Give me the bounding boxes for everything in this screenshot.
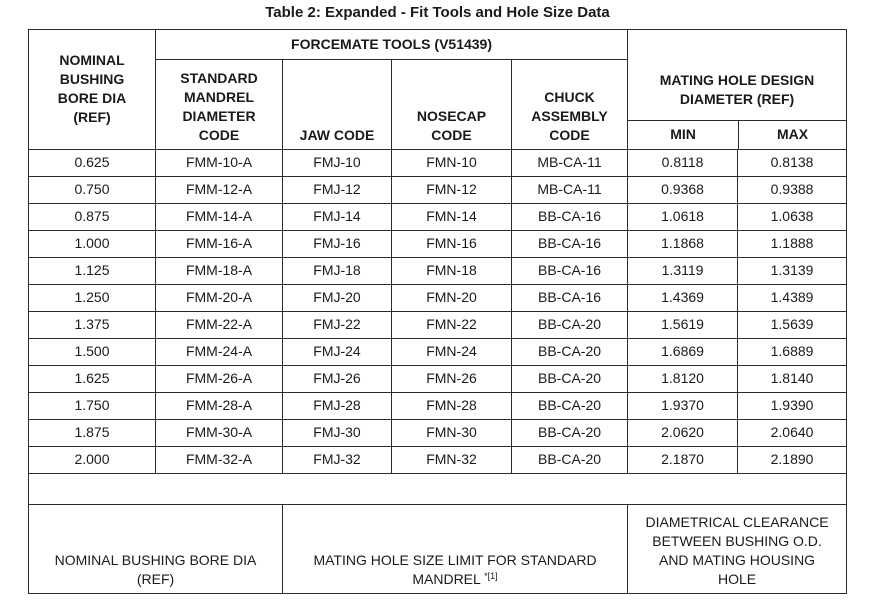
cell-nominal-bore: 1.750 <box>29 392 156 419</box>
cell-hole-min: 1.6869 <box>628 338 738 365</box>
cell-jaw-code: FMJ-18 <box>283 257 392 284</box>
cell-hole-max: 0.9388 <box>738 176 847 203</box>
header-jaw-code: JAW CODE <box>283 60 392 150</box>
cell-hole-min: 0.8118 <box>628 149 738 176</box>
table-row <box>29 203 847 230</box>
table-row <box>29 446 847 473</box>
cell-chuck-code: BB-CA-20 <box>512 446 628 473</box>
cell-chuck-code: BB-CA-20 <box>512 392 628 419</box>
header-forcemate-tools: FORCEMATE TOOLS (V51439) <box>156 30 628 60</box>
cell-nosecap-code: FMN-22 <box>392 311 512 338</box>
cell-jaw-code: FMJ-32 <box>283 446 392 473</box>
cell-mandrel-code: FMM-10-A <box>156 149 283 176</box>
cell-chuck-code: BB-CA-16 <box>512 230 628 257</box>
fit-tools-table <box>28 29 847 594</box>
cell-hole-max: 1.6889 <box>738 338 847 365</box>
cell-nosecap-code: FMN-26 <box>392 365 512 392</box>
cell-jaw-code: FMJ-12 <box>283 176 392 203</box>
cell-hole-max: 2.0640 <box>738 419 847 446</box>
cell-jaw-code: FMJ-28 <box>283 392 392 419</box>
cell-nominal-bore: 0.625 <box>29 149 156 176</box>
cell-nominal-bore: 1.500 <box>29 338 156 365</box>
cell-mandrel-code: FMM-22-A <box>156 311 283 338</box>
cell-nosecap-code: FMN-28 <box>392 392 512 419</box>
cell-jaw-code: FMJ-26 <box>283 365 392 392</box>
cell-jaw-code: FMJ-10 <box>283 149 392 176</box>
cell-hole-max: 2.1890 <box>738 446 847 473</box>
footer-clearance: DIAMETRICAL CLEARANCE BETWEEN BUSHING O.D. AND MATING HOUSING HOLE <box>628 504 847 593</box>
cell-hole-min: 1.4369 <box>628 284 738 311</box>
header-mating-hole: MATING HOLE DESIGN DIAMETER (REF) MIN MAX <box>628 60 847 150</box>
table-row <box>29 230 847 257</box>
cell-nosecap-code: FMN-24 <box>392 338 512 365</box>
cell-nominal-bore: 1.875 <box>29 419 156 446</box>
table-row <box>29 149 847 176</box>
table-row <box>29 419 847 446</box>
table-row <box>29 176 847 203</box>
cell-chuck-code: BB-CA-16 <box>512 257 628 284</box>
cell-nominal-bore: 1.000 <box>29 230 156 257</box>
cell-nominal-bore: 1.250 <box>29 284 156 311</box>
cell-mandrel-code: FMM-32-A <box>156 446 283 473</box>
cell-hole-max: 1.8140 <box>738 365 847 392</box>
cell-nosecap-code: FMN-10 <box>392 149 512 176</box>
cell-mandrel-code: FMM-16-A <box>156 230 283 257</box>
footer-mating-limit: MATING HOLE SIZE LIMIT FOR STANDARD MANDREL $^{*[1]}$ <box>283 504 628 593</box>
cell-mandrel-code: FMM-24-A <box>156 338 283 365</box>
table-row <box>29 392 847 419</box>
table-row <box>29 365 847 392</box>
cell-mandrel-code: FMM-28-A <box>156 392 283 419</box>
cell-hole-max: 1.9390 <box>738 392 847 419</box>
cell-hole-max: 1.3139 <box>738 257 847 284</box>
cell-nominal-bore: 0.750 <box>29 176 156 203</box>
table-title: Table 2: Expanded - Fit Tools and Hole Size Data <box>265 4 610 21</box>
cell-hole-max: 0.8138 <box>738 149 847 176</box>
cell-hole-min: 1.1868 <box>628 230 738 257</box>
cell-hole-min: 1.9370 <box>628 392 738 419</box>
cell-nosecap-code: FMN-20 <box>392 284 512 311</box>
header-nosecap-code: NOSECAP CODE <box>392 60 512 150</box>
header-mating-spacer <box>628 30 847 60</box>
cell-mandrel-code: FMM-26-A <box>156 365 283 392</box>
cell-nosecap-code: FMN-32 <box>392 446 512 473</box>
header-max: MAX <box>776 126 809 142</box>
cell-chuck-code: BB-CA-20 <box>512 311 628 338</box>
header-chuck-code: CHUCK ASSEMBLY CODE <box>512 60 628 150</box>
cell-chuck-code: MB-CA-11 <box>512 176 628 203</box>
cell-hole-max: 1.1888 <box>738 230 847 257</box>
cell-mandrel-code: FMM-18-A <box>156 257 283 284</box>
cell-chuck-code: BB-CA-16 <box>512 284 628 311</box>
footnote-marker: *[1] <box>484 570 498 581</box>
cell-chuck-code: MB-CA-11 <box>512 149 628 176</box>
cell-nominal-bore: 1.375 <box>29 311 156 338</box>
cell-jaw-code: FMJ-22 <box>283 311 392 338</box>
cell-mandrel-code: FMM-12-A <box>156 176 283 203</box>
cell-jaw-code: FMJ-30 <box>283 419 392 446</box>
cell-chuck-code: BB-CA-20 <box>512 365 628 392</box>
cell-hole-min: 2.1870 <box>628 446 738 473</box>
cell-mandrel-code: FMM-30-A <box>156 419 283 446</box>
cell-hole-min: 1.8120 <box>628 365 738 392</box>
cell-hole-max: 1.0638 <box>738 203 847 230</box>
header-mandrel-code: STANDARD MANDREL DIAMETER CODE <box>156 60 283 150</box>
footer-nominal-bore: NOMINAL BUSHING BORE DIA (REF) <box>29 504 283 593</box>
cell-nominal-bore: 1.625 <box>29 365 156 392</box>
cell-hole-min: 0.9368 <box>628 176 738 203</box>
table-row <box>29 257 847 284</box>
cell-mandrel-code: FMM-20-A <box>156 284 283 311</box>
cell-nosecap-code: FMN-14 <box>392 203 512 230</box>
cell-hole-min: 1.0618 <box>628 203 738 230</box>
cell-nominal-bore: 2.000 <box>29 446 156 473</box>
cell-hole-min: 1.5619 <box>628 311 738 338</box>
cell-nosecap-code: FMN-18 <box>392 257 512 284</box>
cell-chuck-code: BB-CA-20 <box>512 419 628 446</box>
table-row <box>29 284 847 311</box>
cell-chuck-code: BB-CA-20 <box>512 338 628 365</box>
cell-jaw-code: FMJ-24 <box>283 338 392 365</box>
cell-nominal-bore: 1.125 <box>29 257 156 284</box>
header-min: MIN <box>628 121 739 149</box>
cell-hole-min: 2.0620 <box>628 419 738 446</box>
cell-hole-max: 1.4389 <box>738 284 847 311</box>
cell-jaw-code: FMJ-16 <box>283 230 392 257</box>
blank-row <box>29 473 847 504</box>
cell-nosecap-code: FMN-30 <box>392 419 512 446</box>
cell-mandrel-code: FMM-14-A <box>156 203 283 230</box>
table-row <box>29 311 847 338</box>
cell-jaw-code: FMJ-14 <box>283 203 392 230</box>
cell-hole-min: 1.3119 <box>628 257 738 284</box>
cell-jaw-code: FMJ-20 <box>283 284 392 311</box>
cell-chuck-code: BB-CA-16 <box>512 203 628 230</box>
cell-nosecap-code: FMN-12 <box>392 176 512 203</box>
table-row <box>29 338 847 365</box>
cell-hole-max: 1.5639 <box>738 311 847 338</box>
cell-nosecap-code: FMN-16 <box>392 230 512 257</box>
header-nominal-bore: NOMINAL BUSHING BORE DIA (REF) <box>29 30 156 150</box>
cell-nominal-bore: 0.875 <box>29 203 156 230</box>
